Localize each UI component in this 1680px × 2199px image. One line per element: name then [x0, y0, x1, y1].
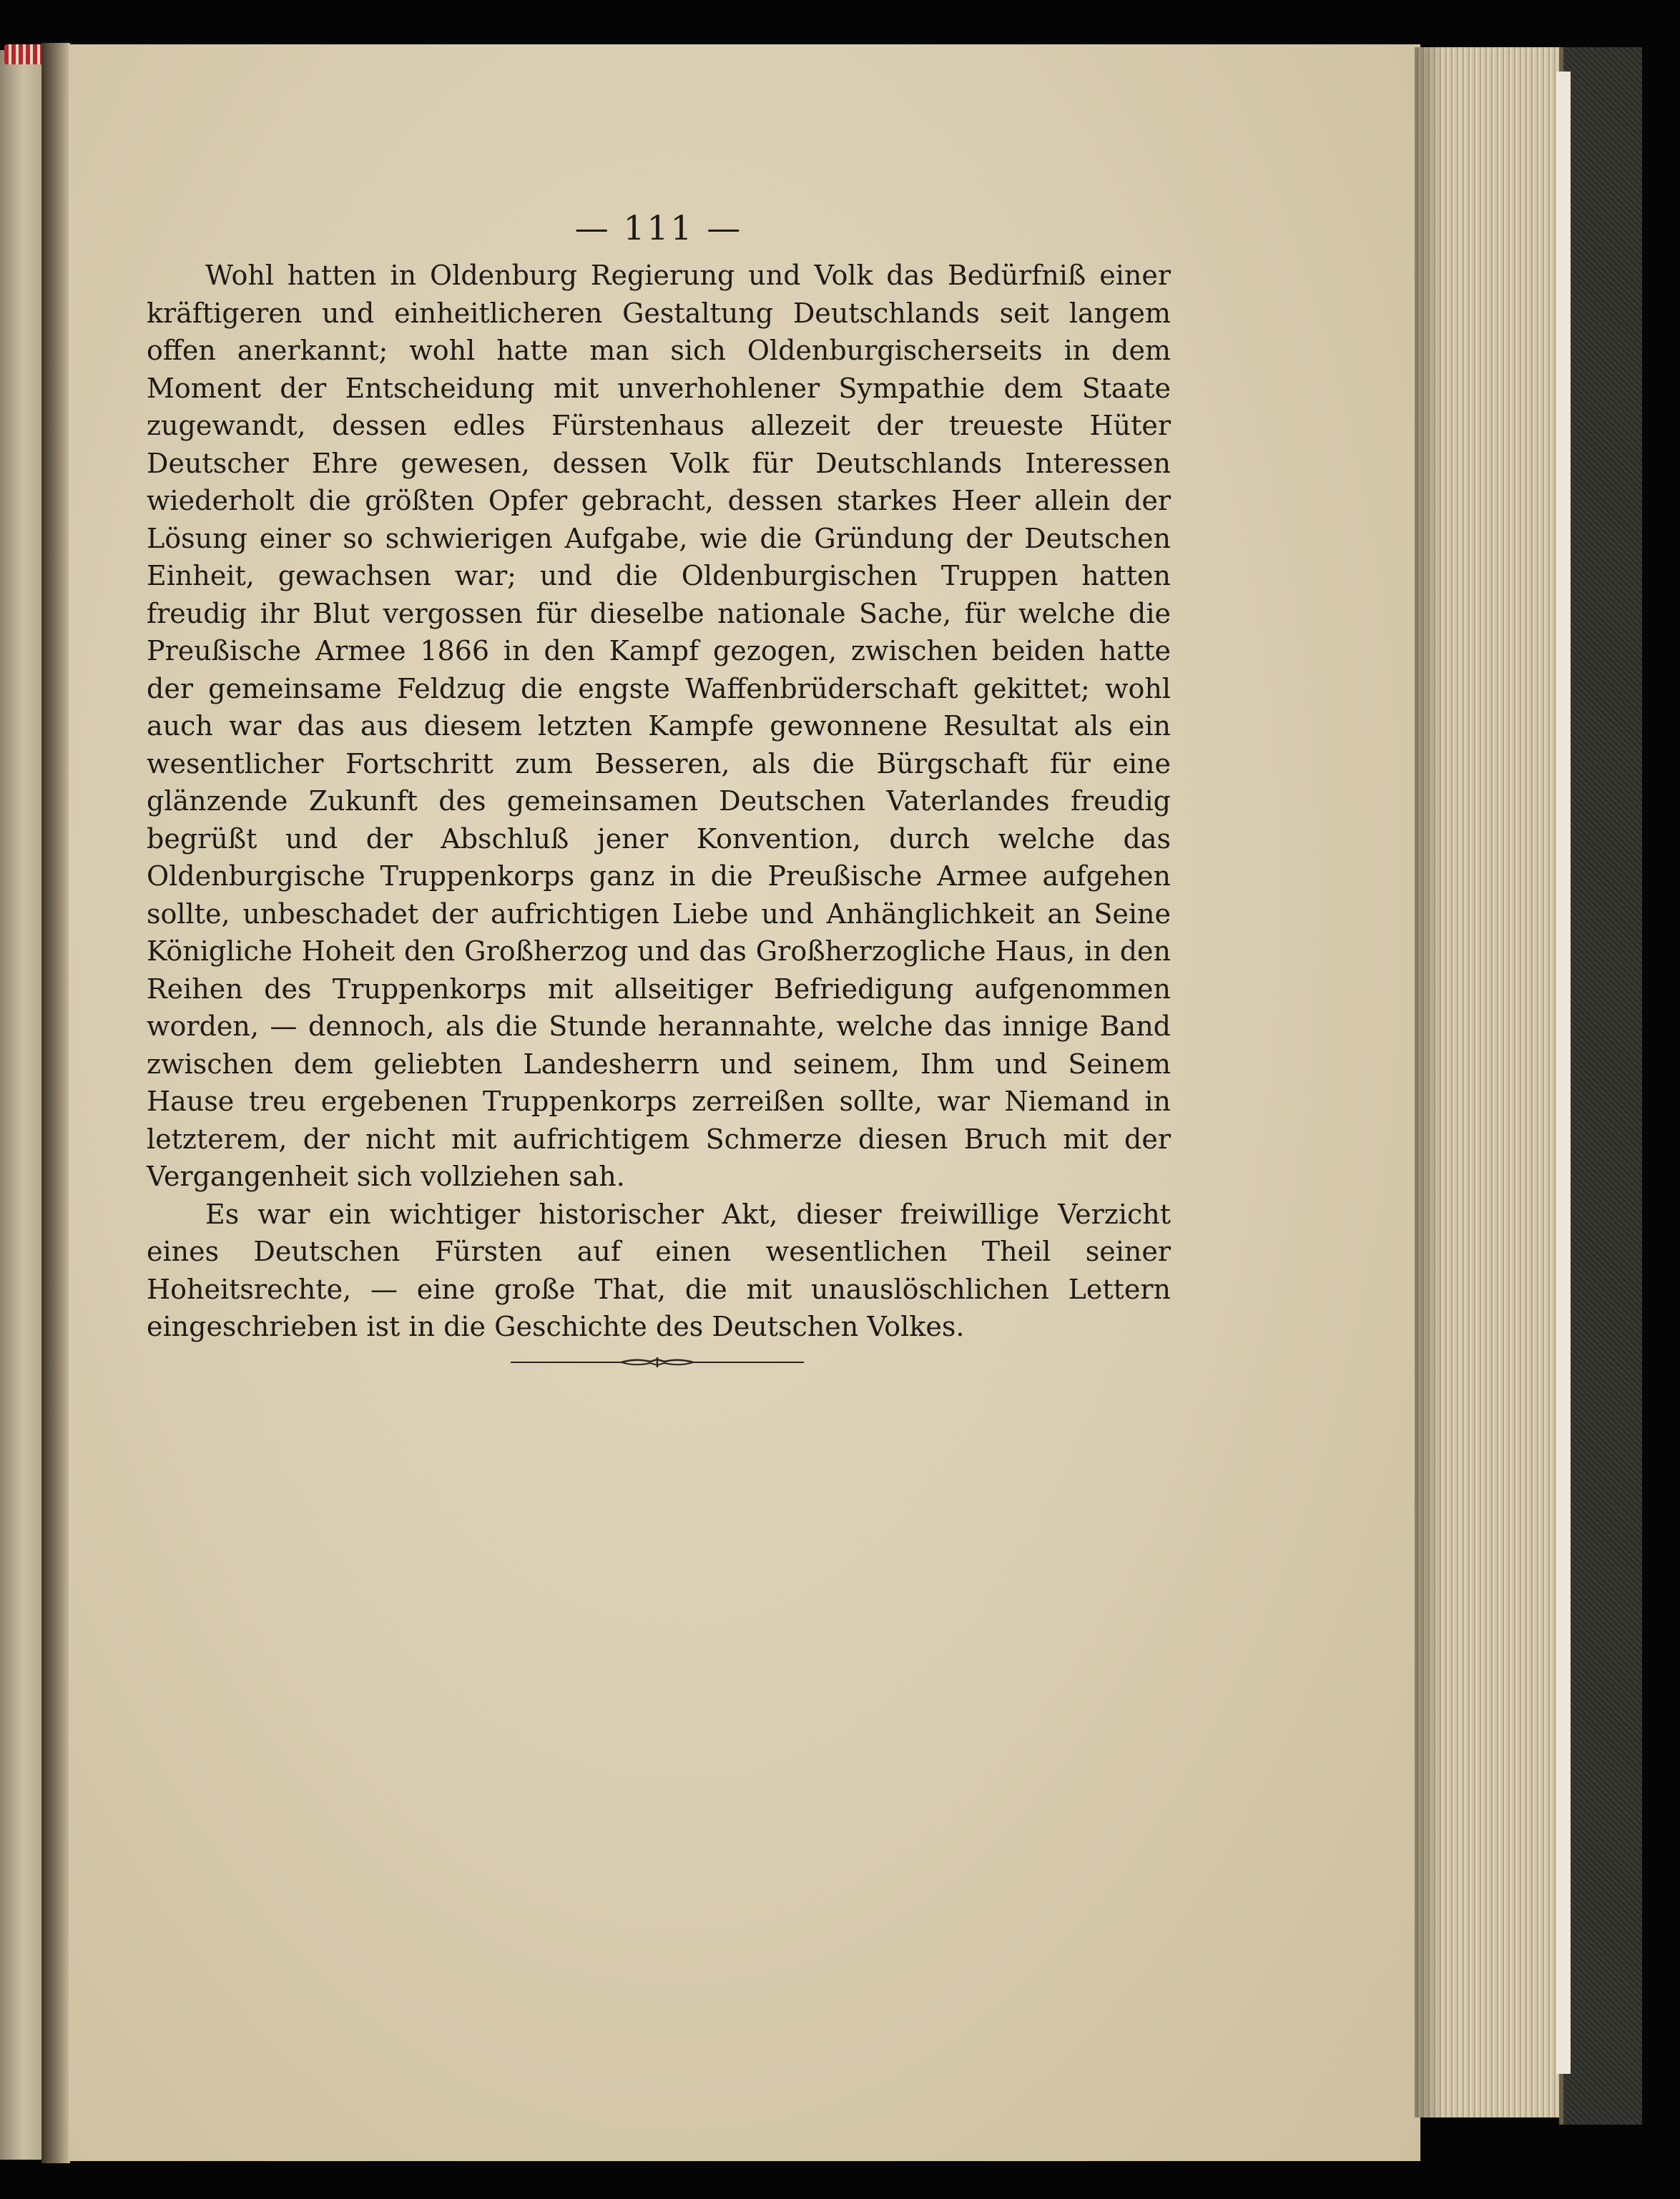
paragraph-1: Wohl hatten in Oldenburg Regierung und Volk das Bedürfniß einer kräftigeren und einheitlicheren Gestaltung Deutschlands seit langem offen anerkannt; wohl hatte man sich Oldenburgischerseits in dem Moment der Entscheidung mit unverhohlener Sympathie dem Staate zugewandt, dessen edles Fürstenhaus allezeit der treueste Hüter Deutscher Ehre gewesen, dessen Volk für Deutschlands Interessen wiederholt die größten Opfer gebracht, dessen starkes Heer allein der Lösung einer so schwierigen Aufgabe, wie die Gründung der Deutschen Einheit, gewachsen war; und die Oldenburgischen Truppen hatten freudig ihr Blut vergossen für dieselbe nationale Sache, für welche die Preußische Armee 1866 in den Kampf gezogen, zwischen beiden hatte der gemeinsame Feldzug die engste Waffenbrüderschaft gekittet; wohl auch war das aus diesem letzten Kampfe gewonnene Resultat als ein wesentlicher Fortschritt zum Besseren, als die Bürgschaft für eine glänzende Zukunft des gemeinsamen Deutschen Vaterlandes freudig begrüßt und der Abschluß jener Konvention, durch welche das Oldenburgische Truppenkorps ganz in die Preußische Armee aufgehen sollte, unbeschadet der aufrichtigen Liebe und Anhänglichkeit an Seine Königliche Hoheit den Großherzog und das Großherzogliche Haus, in den Reihen des Truppenkorps mit allseitiger Befriedigung aufgenommen worden, — dennoch, als die Stunde herannahte, welche das innige Band zwischen dem geliebten Landesherrn und seinem, Ihm und Seinem Hause treu ergebenen Truppenkorps zerreißen sollte, war Niemand in letzterem, der nicht mit aufrichtigem Schmerze diesen Bruch mit der Vergangenheit sich vollziehen sah. [147, 260, 1171, 1192]
left-page-edge [0, 50, 41, 2160]
page-edge-highlight [1556, 72, 1571, 2074]
book-gutter [41, 43, 70, 2163]
paragraph-2: Es war ein wichtiger historischer Akt, dieser freiwillige Verzicht eines Deutschen Fürsten auf einen wesentlichen Theil seiner Hoheitsrechte, — eine große That, die mit unauslöschlichen Lettern eingeschrieben ist in die Geschichte des Deutschen Volkes. [147, 1198, 1171, 1342]
ornament-divider [511, 1355, 804, 1369]
page-number-header: — 111 — [574, 209, 743, 248]
page-content [147, 204, 1171, 1346]
book-cover [1559, 47, 1642, 2125]
page-edges-shadow [1415, 47, 1443, 2117]
